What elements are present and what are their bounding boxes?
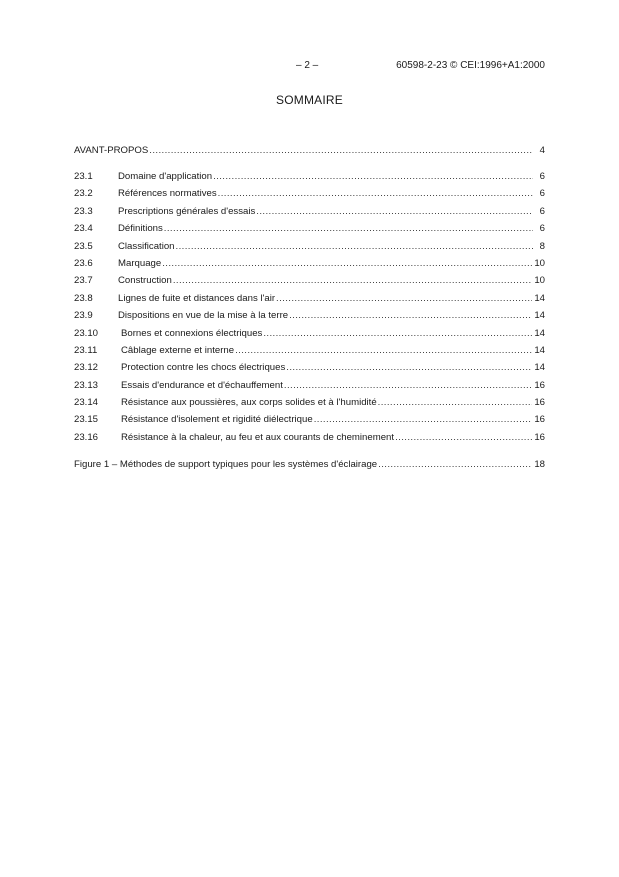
toc-entry-text: Bornes et connexions électriques xyxy=(121,327,263,339)
toc-entry-page: 6 xyxy=(539,171,545,182)
toc-entry-text: AVANT-PROPOS xyxy=(74,145,149,156)
toc-entry-number: 23.2 xyxy=(74,188,93,200)
toc-entry-text: Domaine d'application xyxy=(118,171,213,182)
toc-entry[interactable] xyxy=(74,429,545,446)
toc-entry-page: 16 xyxy=(534,379,545,391)
toc-entry[interactable] xyxy=(74,203,545,220)
toc-entry-page: 6 xyxy=(539,223,545,235)
toc-entry-page: 14 xyxy=(534,362,545,374)
dot-leader xyxy=(235,342,532,359)
toc-entry[interactable] xyxy=(74,411,545,428)
dot-leader xyxy=(314,411,533,428)
document-reference: 60598-2-23 © CEI:1996+A1:2000 xyxy=(396,60,545,71)
dot-leader xyxy=(176,238,533,255)
dot-leader xyxy=(378,456,532,473)
dot-leader xyxy=(263,325,532,342)
toc-entry-number: 23.7 xyxy=(74,275,93,287)
toc-entry[interactable] xyxy=(74,238,545,255)
toc-entry-text: Marquage xyxy=(118,257,162,269)
toc-entry-text: Câblage externe et interne xyxy=(121,344,235,356)
toc-entry-page: 14 xyxy=(534,327,545,339)
toc-entry-text: Prescriptions générales d'essais xyxy=(118,205,256,217)
toc-entry-number: 23.12 xyxy=(74,362,99,374)
toc-entry[interactable] xyxy=(74,255,545,272)
dot-leader xyxy=(284,377,532,394)
toc-entry-text: Classification xyxy=(118,240,175,252)
toc-entry-number: 23.6 xyxy=(74,257,93,269)
toc-entry-number: 23.10 xyxy=(74,327,99,339)
toc-entry-page: 14 xyxy=(534,292,545,304)
page-header xyxy=(0,60,619,74)
toc-entry-page: 16 xyxy=(534,397,545,409)
toc-entry-figure[interactable] xyxy=(74,456,545,473)
page-number: – 2 – xyxy=(296,60,319,71)
toc-entry-page: 6 xyxy=(539,188,545,200)
dot-leader xyxy=(162,255,532,272)
toc-entry-text: Résistance d'isolement et rigidité diélectrique xyxy=(121,414,313,426)
dot-leader xyxy=(173,272,532,289)
toc-entry[interactable] xyxy=(74,342,545,359)
toc-entry[interactable] xyxy=(74,325,545,342)
dot-leader xyxy=(289,307,532,324)
toc-entry[interactable] xyxy=(74,168,545,185)
dot-leader xyxy=(149,142,533,159)
toc-entry-text: Construction xyxy=(118,275,172,287)
toc-entry-page: 10 xyxy=(534,257,545,269)
toc-entry-text: Références normatives xyxy=(118,188,217,200)
toc-entry-number: 23.5 xyxy=(74,240,93,252)
toc-entry[interactable] xyxy=(74,185,545,202)
toc-entry[interactable] xyxy=(74,272,545,289)
toc-entry-text: Définitions xyxy=(118,223,163,235)
toc-figures-section xyxy=(74,456,545,473)
toc-entry-text: Lignes de fuite et distances dans l'air xyxy=(118,292,276,304)
toc-entry-text: Résistance à la chaleur, au feu et aux courants de cheminement xyxy=(121,431,395,443)
dot-leader xyxy=(395,429,532,446)
toc-entry-number: 23.16 xyxy=(74,431,99,443)
dot-leader xyxy=(276,290,532,307)
toc-entry-number: 23.8 xyxy=(74,292,93,304)
toc-entry-page: 10 xyxy=(534,275,545,287)
toc-entry-page: 14 xyxy=(534,310,545,322)
toc-entry-text: Essais d'endurance et d'échauffement xyxy=(121,379,283,391)
toc-entry-page: 16 xyxy=(534,431,545,443)
toc-entry-number: 23.1 xyxy=(74,171,93,182)
toc-entry[interactable] xyxy=(74,377,545,394)
toc-clauses-section xyxy=(74,168,545,446)
dot-leader xyxy=(286,359,532,376)
dot-leader xyxy=(378,394,533,411)
toc-entry-foreword[interactable] xyxy=(74,142,545,159)
toc-entry-number: 23.3 xyxy=(74,205,93,217)
toc-entry-number: 23.15 xyxy=(74,414,99,426)
toc-title: SOMMAIRE xyxy=(276,93,343,107)
dot-leader xyxy=(164,220,533,237)
toc-entry-page: 18 xyxy=(534,459,545,470)
toc-entry[interactable] xyxy=(74,394,545,411)
dot-leader xyxy=(213,168,533,185)
toc-foreword-section xyxy=(74,142,545,159)
toc-entry[interactable] xyxy=(74,359,545,376)
toc-entry-page: 14 xyxy=(534,344,545,356)
toc-entry-text: Résistance aux poussières, aux corps solides et à l'humidité xyxy=(121,397,377,409)
toc-entry-number: 23.9 xyxy=(74,310,93,322)
dot-leader xyxy=(256,203,533,220)
toc-entry[interactable] xyxy=(74,220,545,237)
toc-entry-text: Protection contre les chocs électriques xyxy=(121,362,286,374)
toc-entry[interactable] xyxy=(74,307,545,324)
toc-entry-number: 23.11 xyxy=(74,344,98,356)
toc-entry-text: Dispositions en vue de la mise à la terre xyxy=(118,310,289,322)
toc-entry-page: 8 xyxy=(539,240,545,252)
dot-leader xyxy=(218,185,533,202)
toc-entry[interactable] xyxy=(74,290,545,307)
toc-entry-page: 16 xyxy=(534,414,545,426)
toc-entry-number: 23.14 xyxy=(74,397,99,409)
toc-entry-page: 4 xyxy=(539,145,545,156)
toc-entry-page: 6 xyxy=(539,205,545,217)
toc-entry-text: Figure 1 – Méthodes de support typiques pour les systèmes d'éclairage xyxy=(74,459,378,470)
toc-entry-number: 23.4 xyxy=(74,223,93,235)
toc-entry-number: 23.13 xyxy=(74,379,99,391)
